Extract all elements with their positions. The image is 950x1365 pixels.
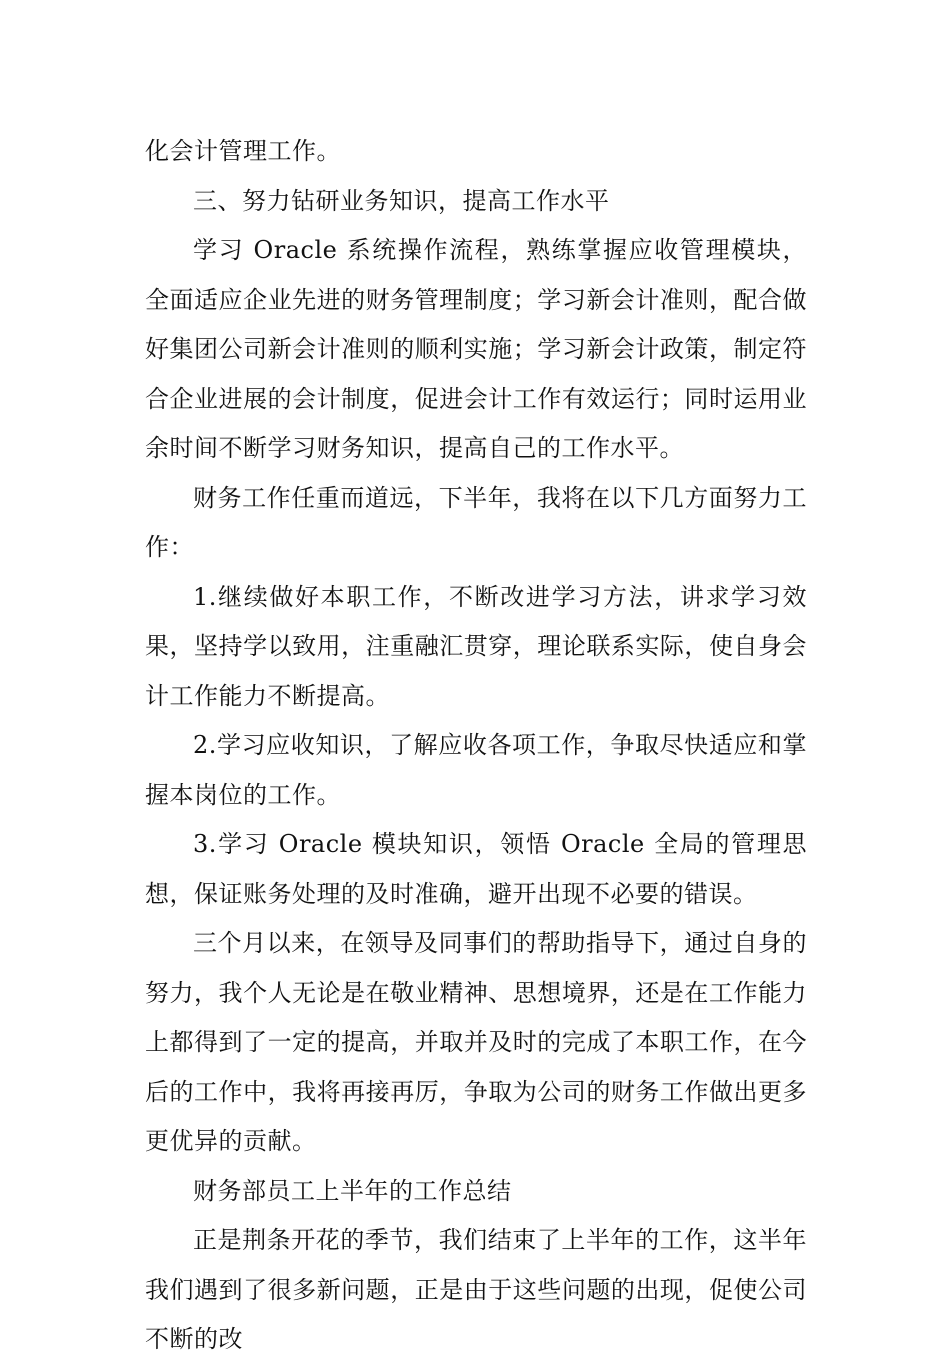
document-body bbox=[145, 127, 807, 1365]
paragraph-three-months: 三个月以来，在领导及同事们的帮助指导下，通过自身的努力，我个人无论是在敬业精神、思想境界，还是在工作能力上都得到了一定的提高，并取并及时的完成了本职工作，在今后的工作中，我将再接再厉，争取为公司的财务工作做出更多更优异的贡献。 bbox=[145, 929, 807, 1155]
paragraph-next-half-plan: 财务工作任重而道远，下半年，我将在以下几方面努力工作： bbox=[145, 483, 807, 561]
section-title-summary: 财务部员工上半年的工作总结 bbox=[193, 1176, 512, 1205]
section-heading-three: 三、努力钻研业务知识，提高工作水平 bbox=[193, 186, 610, 215]
paragraph-opening: 正是荆条开花的季节，我们结束了上半年的工作，这半年我们遇到了很多新问题，正是由于这些问题的出现，促使公司不断的改 bbox=[145, 1226, 807, 1353]
list-item-3: 3.学习 Oracle 模块知识，领悟 Oracle 全局的管理思想，保证账务处理的及时准确，避开出现不必要的错误。 bbox=[145, 830, 807, 908]
paragraph-oracle-study: 学习 Oracle 系统操作流程，熟练掌握应收管理模块，全面适应企业先进的财务管理制度；学习新会计准则，配合做好集团公司新会计准则的顺利实施；学习新会计政策，制定符合企业进展的会计制度，促进会计工作有效运行；同时运用业余时间不断学习财务知识，提高自己的工作水平。 bbox=[145, 236, 807, 462]
paragraph-continuation: 化会计管理工作。 bbox=[145, 137, 341, 165]
list-item-2: 2.学习应收知识，了解应收各项工作，争取尽快适应和掌握本岗位的工作。 bbox=[145, 731, 807, 809]
list-item-1: 1.继续做好本职工作，不断改进学习方法，讲求学习效果，坚持学以致用，注重融汇贯穿，理论联系实际，使自身会计工作能力不断提高。 bbox=[145, 582, 807, 710]
